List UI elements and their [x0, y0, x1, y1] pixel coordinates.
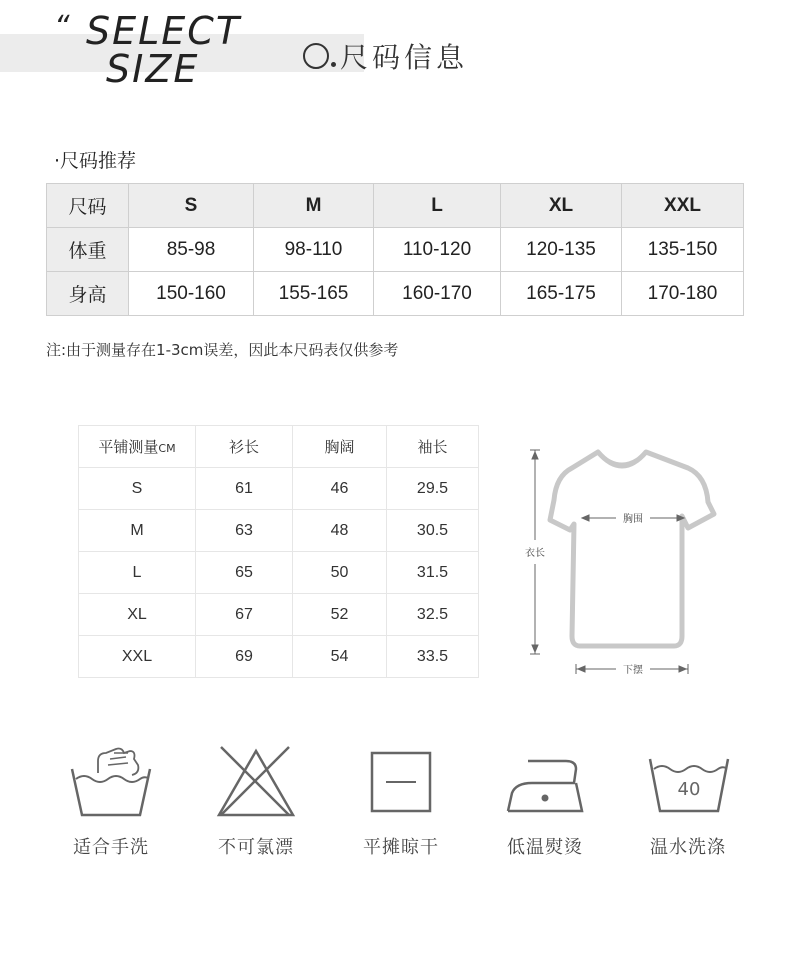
measurement-unit: CM	[158, 442, 176, 455]
measurement-cell: 31.5	[387, 552, 479, 594]
measurement-cell: S	[79, 468, 196, 510]
size-table-header-cell: XXL	[622, 184, 744, 228]
measurement-cell: 63	[196, 510, 293, 552]
warm-wash-icon	[646, 743, 732, 821]
size-table-cell: 135-150	[622, 228, 744, 272]
table-row	[79, 636, 479, 678]
chest-label: 胸围	[623, 514, 643, 525]
measurement-cell: 32.5	[387, 594, 479, 636]
measurement-cell: 65	[196, 552, 293, 594]
table-row	[79, 510, 479, 552]
size-table-cell: 120-135	[501, 228, 622, 272]
measurement-cell: M	[79, 510, 196, 552]
measurement-cell: 33.5	[387, 636, 479, 678]
care-label-dry-flat: 平摊晾干	[363, 837, 439, 858]
size-table-header-cell: S	[129, 184, 254, 228]
measurement-cell: 46	[293, 468, 387, 510]
hem-label: 下摆	[623, 665, 643, 676]
measurement-cell: 67	[196, 594, 293, 636]
size-table-header-row	[47, 184, 744, 228]
measurement-cell: 30.5	[387, 510, 479, 552]
tshirt-diagram	[510, 440, 730, 680]
care-label-no-bleach: 不可氯漂	[218, 837, 294, 858]
measurement-table	[78, 425, 479, 678]
measurement-header-cell	[79, 426, 196, 468]
measurement-cell: 52	[293, 594, 387, 636]
measurement-cell: 61	[196, 468, 293, 510]
measurement-cell: 69	[196, 636, 293, 678]
table-row	[79, 594, 479, 636]
hand-wash-icon	[68, 743, 154, 821]
size-table-header-cell: XL	[501, 184, 622, 228]
size-table-cell: 155-165	[254, 272, 374, 316]
measurement-table-header-row	[79, 426, 479, 468]
size-table-header-cell: L	[374, 184, 501, 228]
header-chinese-text: 尺码信息	[340, 41, 469, 74]
size-table-cell: 165-175	[501, 272, 622, 316]
measurement-cell: 54	[293, 636, 387, 678]
measurement-header-cell: 衫长	[196, 426, 293, 468]
section-title: ·尺码推荐	[54, 150, 137, 172]
size-table-cell: 170-180	[622, 272, 744, 316]
size-table-header-cell: 尺码	[47, 184, 129, 228]
measurement-cell: XXL	[79, 636, 196, 678]
dry-flat-icon	[358, 743, 444, 821]
tshirt-outline-icon	[550, 452, 714, 646]
size-table-cell: 85-98	[129, 228, 254, 272]
size-table-cell: 98-110	[254, 228, 374, 272]
size-table-cell: 150-160	[129, 272, 254, 316]
circle-mark-icon	[303, 43, 329, 69]
care-label-warm-wash: 温水洗涤	[650, 837, 726, 858]
size-note: 注:由于测量存在1-3cm误差，因此本尺码表仅供参考	[46, 341, 399, 359]
header-chinese-title	[303, 36, 468, 76]
table-row	[47, 272, 744, 316]
no-bleach-icon	[213, 743, 299, 821]
measurement-cell: XL	[79, 594, 196, 636]
table-row	[47, 228, 744, 272]
measurement-header-cell: 胸阔	[293, 426, 387, 468]
measurement-header-cell: 袖长	[387, 426, 479, 468]
size-table-row-label: 体重	[47, 228, 129, 272]
measurement-cell: 50	[293, 552, 387, 594]
table-row	[79, 468, 479, 510]
iron-low-icon	[502, 743, 588, 821]
quote-mark: “	[54, 10, 70, 45]
size-table	[46, 183, 744, 316]
care-label-hand-wash: 适合手洗	[73, 837, 149, 858]
measurement-cell: L	[79, 552, 196, 594]
size-table-header-cell: M	[254, 184, 374, 228]
size-table-cell: 160-170	[374, 272, 501, 316]
measurement-cell: 48	[293, 510, 387, 552]
header-english-title	[86, 9, 242, 91]
measurement-header-text: 平铺测量	[98, 438, 159, 456]
wash-temperature: 40	[677, 779, 701, 800]
size-table-row-label: 身高	[47, 272, 129, 316]
header-english-line1: SELECT	[86, 9, 242, 53]
size-table-cell: 110-120	[374, 228, 501, 272]
header-english-line2: SIZE	[106, 47, 200, 91]
dot-icon	[331, 62, 336, 67]
care-label-iron-low: 低温熨烫	[507, 837, 583, 858]
length-label: 衣长	[525, 548, 545, 559]
table-row	[79, 552, 479, 594]
measurement-cell: 29.5	[387, 468, 479, 510]
